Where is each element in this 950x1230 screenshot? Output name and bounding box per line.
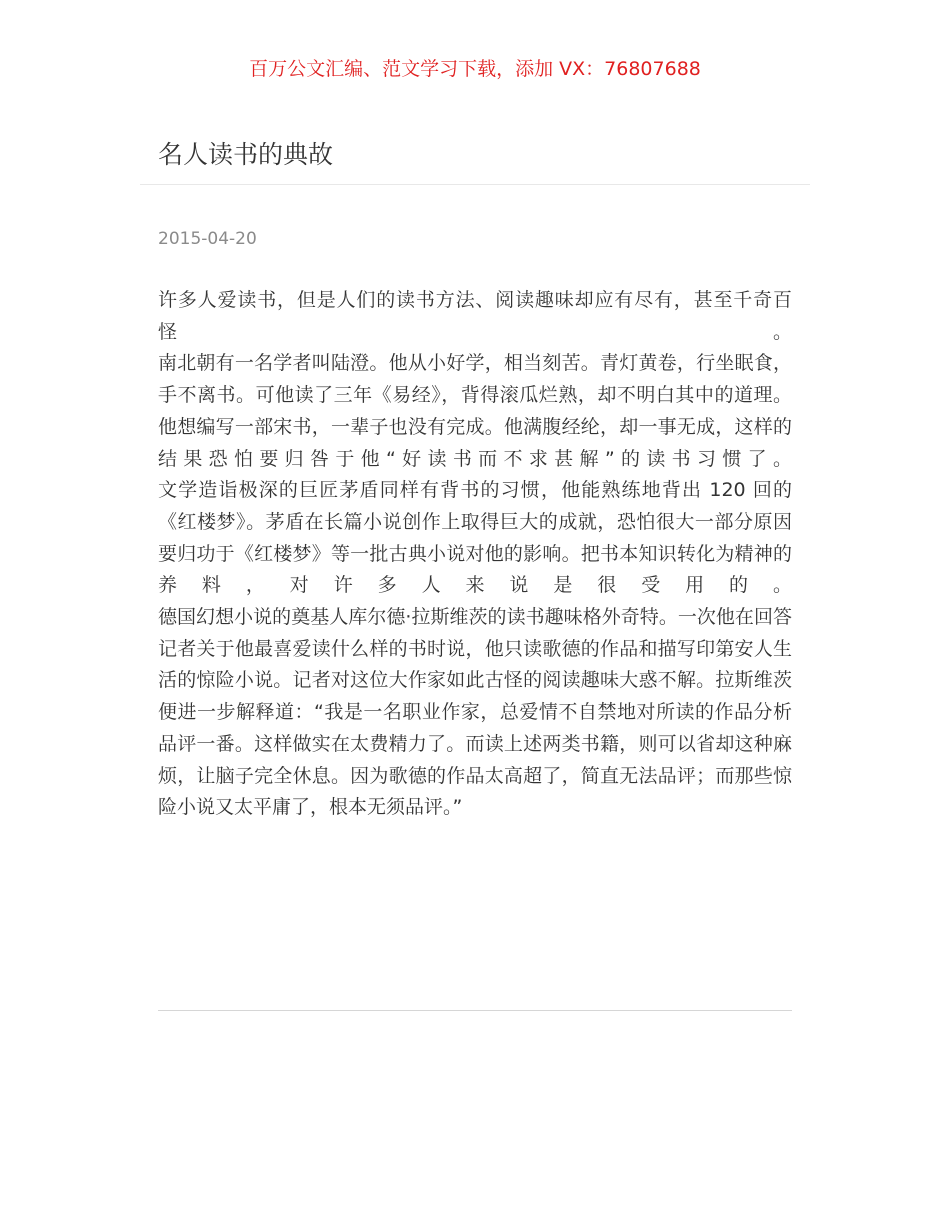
article-date: 2015-04-20 <box>158 229 257 249</box>
bottom-divider <box>158 1010 792 1011</box>
body-paragraph: 南北朝有一名学者叫陆澄。他从小好学，相当刻苦。青灯黄卷，行坐眠食，手不离书。可他读了三年《易经》，背得滚瓜烂熟，却不明白其中的道理。他想编写一部宋书，一辈子也没有完成。他满腹经纶，却一事无成，这样的结果恐怕要归咎于他“好读书而不求甚解”的读书习惯了。 <box>158 352 792 470</box>
article-body <box>158 285 792 824</box>
body-paragraph: 德国幻想小说的奠基人库尔德·拉斯维茨的读书趣味格外奇特。一次他在回答记者关于他最喜爱读什么样的书时说，他只读歌德的作品和描写印第安人生活的惊险小说。记者对这位大作家如此古怪的阅读趣味大惑不解。拉斯维茨便进一步解释道：“我是一名职业作家，总爱情不自禁地对所读的作品分析品评一番。这样做实在太费精力了。而读上述两类书籍，则可以省却这种麻烦，让脑子完全休息。因为歌德的作品太高超了，简直无法品评；而那些惊险小说又太平庸了，根本无须品评。” <box>158 606 792 819</box>
body-paragraph: 许多人爱读书，但是人们的读书方法、阅读趣味却应有尽有，甚至千奇百怪。 <box>158 289 792 343</box>
title-divider <box>140 184 810 185</box>
header-banner: 百万公文汇编、范文学习下载，添加 VX：76807688 <box>249 58 701 80</box>
article-title: 名人读书的典故 <box>158 140 334 169</box>
body-paragraph: 文学造诣极深的巨匠茅盾同样有背书的习惯，他能熟练地背出 120 回的《红楼梦》。茅盾在长篇小说创作上取得巨大的成就，恐怕很大一部分原因要归功于《红楼梦》等一批古典小说对他的影响。把书本知识转化为精神的养料，对许多人来说是很受用的。 <box>158 479 792 597</box>
